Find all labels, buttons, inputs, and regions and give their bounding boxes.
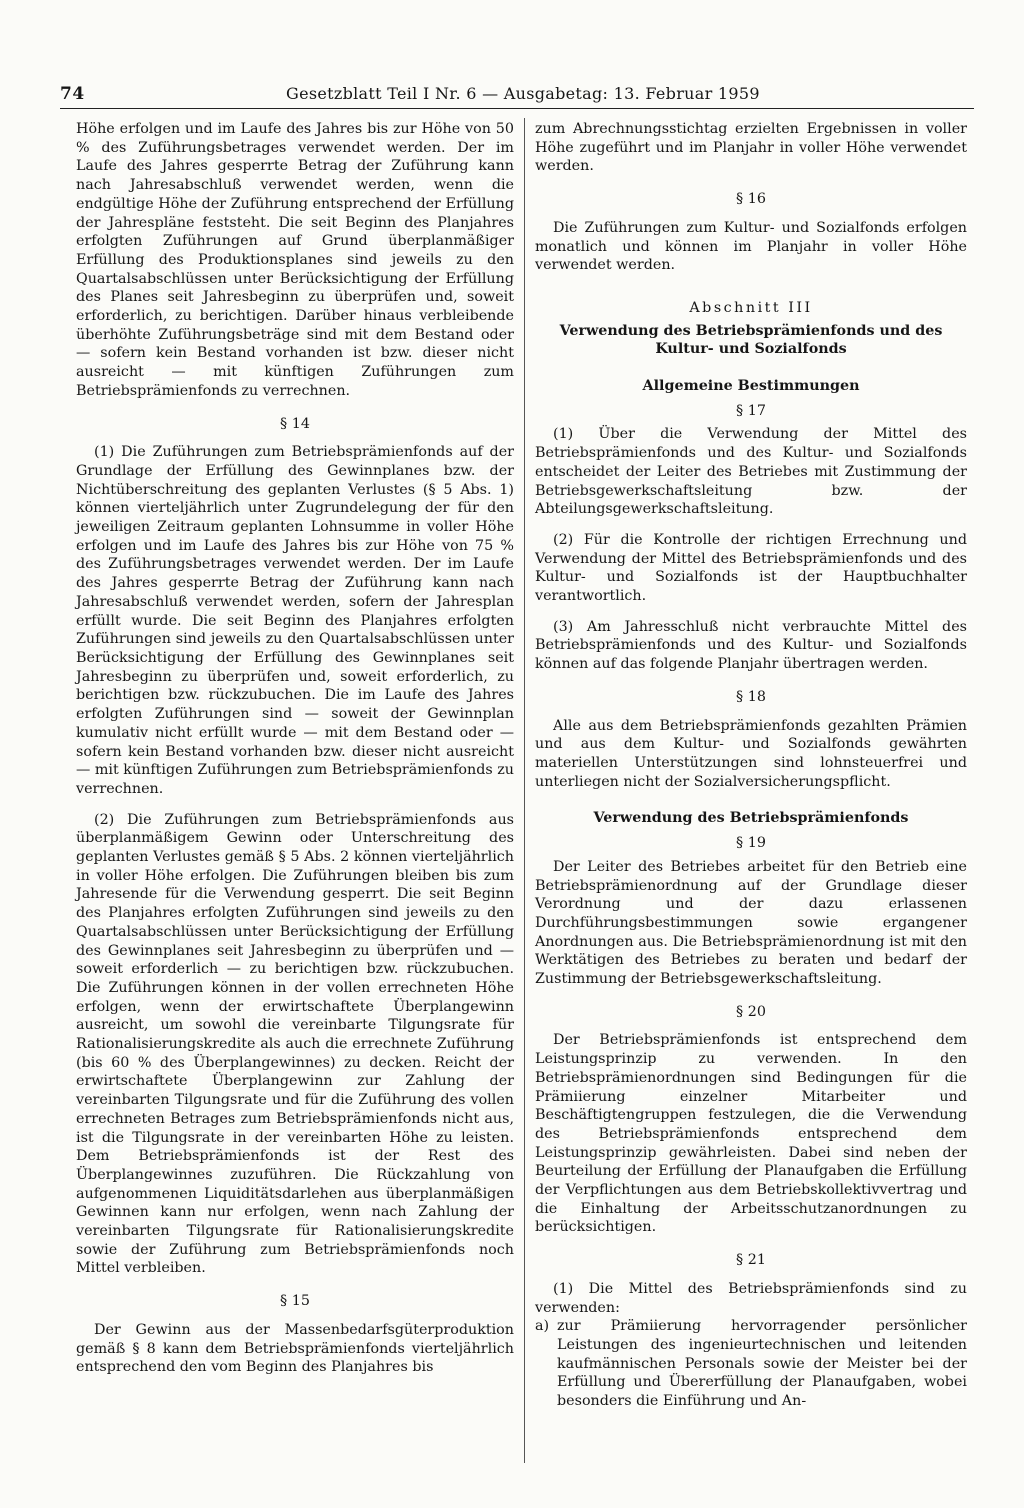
section-heading-20: § 20 <box>736 1003 766 1020</box>
paragraph-continuation: Höhe erfolgen und im Laufe des Jahres bis zur Höhe von 50 % des Zuführungsbetrages verwendet werden. Der im Laufe des Jahres gesperrte Betrag der Zuführung kann nach Jahresabschluß verwendet werden, wenn die endgültige Höhe der Zuführung entsprechend der Erfüllung der Jahrespläne feststeht. Die seit Beginn des Planjahres erfolgten Zuführungen auf Grund überplanmäßiger Erfüllung des Produktionsplanes sind jeweils zu den Quartalsabschlüssen unter Berücksichtigung der Erfüllung des Planes seit Jahresbeginn zu überprüfen und, soweit erforderlich, zu berichtigen. Darüber hinaus verbleibende überhöhte Zuführungsbeträge sind mit dem Bestand oder — sofern kein Bestand vorhanden ist bzw. dieser nicht ausreicht — mit künftigen Zuführungen zum Betriebsprämienfonds zu verrechnen. <box>76 121 514 399</box>
section-heading-19: § 19 <box>736 835 766 852</box>
section-heading-21: § 21 <box>736 1252 766 1269</box>
part-title: Verwendung des Betriebsprämienfonds und des Kultur- und Sozialfonds <box>559 322 943 358</box>
paragraph-14-2: (2) Die Zuführungen zum Betriebsprämienfonds aus überplanmäßigem Gewinn oder Unterschreitung des geplanten Verlustes gemäß § 5 Abs. 2 können vierteljährlich in voller Höhe erfolgen. Die Zuführungen bleiben bis zum Jahresende für die Verwendung gesperrt. Die seit Beginn des Planjahres erfolgten Zuführungen sind jeweils zu den Quartalsabschlüssen unter Berücksichtigung der Erfüllung des Gewinnplanes seit Jahresbeginn zu überprüfen und — soweit erforderlich — zu berichtigen bzw. rückzubuchen. Die Zuführungen können in der vollen errechneten Höhe erfolgen, wenn der erwirtschaftete Überplangewinn ausreicht, um sowohl die vereinbarte Tilgungsrate für Rationalisierungskredite als auch die errechnete Zuführung (bis 60 % des Überplangewinnes) zu decken. Reicht der erwirtschaftete Überplangewinn zur Zahlung der vereinbarten Tilgungsrate und für die Zuführung des vollen errechneten Betrages zum Betriebsprämienfonds nicht aus, ist die Tilgungsrate in der vereinbarten Höhe zu leisten. Dem Betriebsprämienfonds ist der Rest des Überplangewinnes zuzuführen. Die Rückzahlung von aufgenommenen Liquiditätsdarlehen aus überplanmäßigen Gewinnen kann nur erfolgen, wenn nach Zahlung der vereinbarten Tilgungsrate für Rationalisierungskredite sowie der Zuführung zum Betriebsprämienfonds noch Mittel verbleiben. <box>76 811 514 1277</box>
list-item-a-label: a) <box>535 1318 550 1335</box>
paragraph-20-1: Der Betriebsprämienfonds ist entsprechend dem Leistungsprinzip zu verwenden. In den Betriebsprämienordnungen sind Bedingungen für die Prämiierung einzelner Mitarbeiter und Beschäftigtengruppen festzulegen, die die Verwendung des Betriebsprämienfonds entsprechend dem Leistungsprinzip gewährleisten. Dabei sind neben der Beurteilung der Erfüllung der Planaufgaben die Erfüllung der Verpflichtungen aus dem Betriebskollektivvertrag und die Einhaltung der Arbeitsschutzanordnungen zu berücksichtigen. <box>535 1032 967 1236</box>
paragraph-17-3: (3) Am Jahresschluß nicht verbrauchte Mittel des Betriebsprämienfonds und des Kultur- und Sozialfonds können auf das folgende Planjahr übertragen werden. <box>535 618 967 673</box>
subheading-general-provisions: Allgemeine Bestimmungen <box>642 378 860 395</box>
list-item-a-text: zur Prämiierung hervorragender persönlicher Leistungen des ingenieurtechnischen und leitenden kaufmännischen Personals sowie der Meister bei der Erfüllung und Übererfüllung der Planaufgaben, wobei besonders die Einführung und An- <box>557 1318 967 1410</box>
header-rule <box>60 108 974 109</box>
page-number: 74 <box>60 84 85 104</box>
running-title: Gesetzblatt Teil I Nr. 6 — Ausgabetag: 13. Februar 1959 <box>286 84 760 103</box>
left-column <box>76 120 514 1377</box>
section-heading-15: § 15 <box>280 1293 310 1310</box>
paragraph-17-1: (1) Über die Verwendung der Mittel des Betriebsprämienfonds und des Kultur- und Sozialfonds entscheidet der Leiter des Betriebes mit Zustimmung der Betriebsgewerkschaftsleitung bzw. der Abteilungsgewerkschaftsleitung. <box>535 426 967 518</box>
part-heading: Abschnitt III <box>689 299 813 316</box>
section-heading-16: § 16 <box>736 191 766 208</box>
paragraph-17-2: (2) Für die Kontrolle der richtigen Errechnung und Verwendung der Mittel des Betriebsprämienfonds und des Kultur- und Sozialfonds ist der Hauptbuchhalter verantwortlich. <box>535 531 967 605</box>
subheading-use-of-fund: Verwendung des Betriebsprämienfonds <box>593 810 909 827</box>
paragraph-19-1: Der Leiter des Betriebes arbeitet für den Betrieb eine Betriebsprämienordnung auf der Grundlage dieser Verordnung und der dazu erlassenen Durchführungsbestimmungen sowie ergangener Anordnungen aus. Die Betriebsprämienordnung ist mit den Werktätigen des Betriebes zu beraten und bedarf der Zustimmung der Betriebsgewerkschaftsleitung. <box>535 858 967 988</box>
paragraph-continuation-right: zum Abrechnungsstichtag erzielten Ergebnissen in voller Höhe zugeführt und im Planjahr in voller Höhe verwendet werden. <box>535 121 967 175</box>
paragraph-21-1: (1) Die Mittel des Betriebsprämienfonds sind zu verwenden: <box>535 1280 967 1316</box>
paragraph-14-1: (1) Die Zuführungen zum Betriebsprämienfonds auf der Grundlage der Erfüllung des Gewinnplanes bzw. der Nichtüberschreitung des geplanten Verlustes (§ 5 Abs. 1) können vierteljährlich unter Zugrundelegung der für den jeweiligen Zeitraum geplanten Lohnsumme in voller Höhe erfolgen und im Laufe des Jahres bis zur Höhe von 75 % des Zuführungsbetrages verwendet werden. Der im Laufe des Jahres gesperrte Betrag der Zuführung kann nach Jahresabschluß verwendet werden, sofern der Jahresplan erfüllt wurde. Die seit Beginn des Planjahres erfolgten Zuführungen sind jeweils zu den Quartalsabschlüssen unter Berücksichtigung der Erfüllung des Gewinnplanes seit Jahresbeginn zu überprüfen und, soweit erforderlich, zu berichtigen bzw. rückzubuchen. Die im Laufe des Jahres erfolgten Zuführungen sind — soweit der Gewinnplan kumulativ nicht erfüllt wurde — mit dem Bestand oder — sofern kein Bestand vorhanden bzw. dieser nicht ausreicht — mit künftigen Zuführungen zum Betriebsprämienfonds zu verrechnen. <box>76 444 514 797</box>
section-heading-17: § 17 <box>736 402 766 419</box>
paragraph-15-1: Der Gewinn aus der Massenbedarfsgüterproduktion gemäß § 8 kann dem Betriebsprämienfonds vierteljährlich entsprechend den vom Beginn des Planjahres bis <box>76 1321 514 1376</box>
section-heading-18: § 18 <box>736 688 766 705</box>
column-divider <box>524 118 525 1463</box>
paragraph-16-1: Die Zuführungen zum Kultur- und Sozialfonds erfolgen monatlich und können im Planjahr in voller Höhe verwendet werden. <box>535 219 967 274</box>
right-column <box>535 120 967 1411</box>
paragraph-18-1: Alle aus dem Betriebsprämienfonds gezahlten Prämien und aus dem Kultur- und Sozialfonds gewährten materiellen Unterstützungen sind lohnsteuerfrei und unterliegen nicht der Sozialversicherungspflicht. <box>535 717 967 790</box>
list-item-a <box>535 1317 967 1411</box>
section-heading-14: § 14 <box>280 415 310 432</box>
